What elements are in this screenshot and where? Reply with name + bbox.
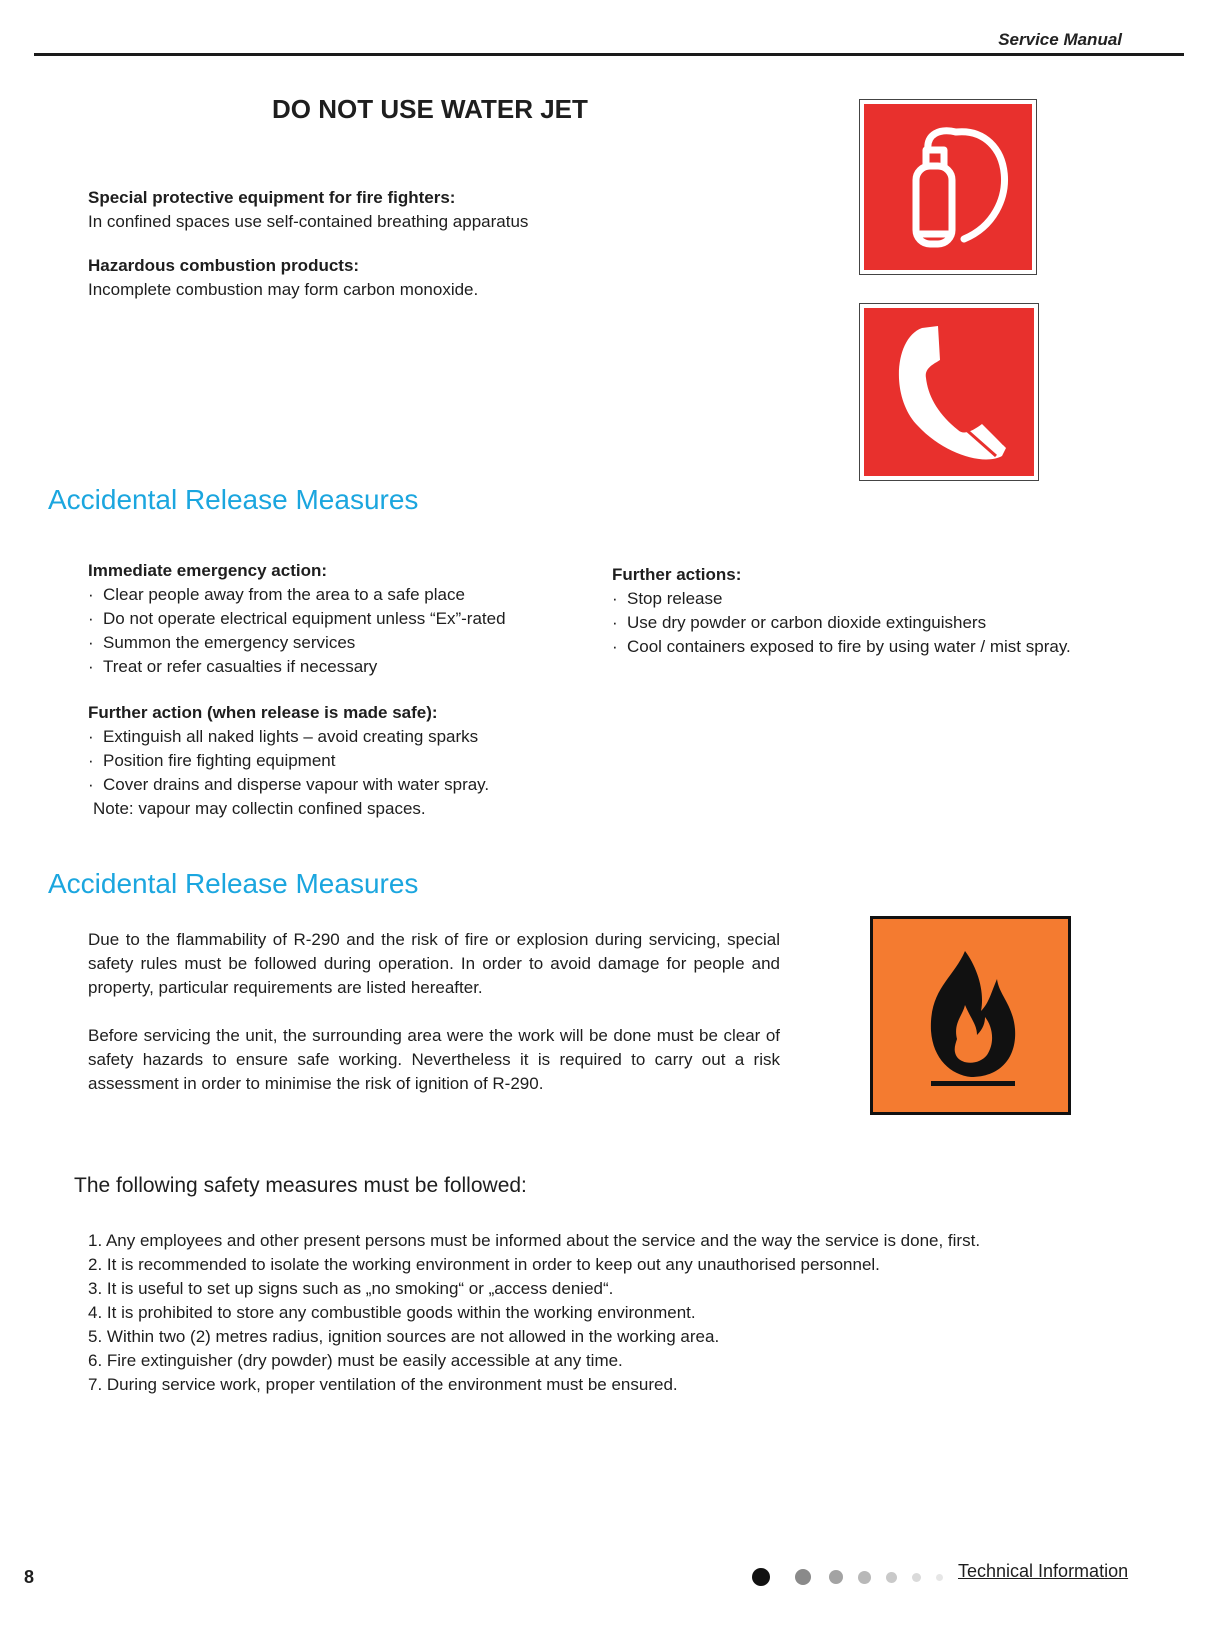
measures-list (88, 1229, 980, 1397)
page-number: 8 (24, 1567, 35, 1587)
list-item: 6. Fire extinguisher (dry powder) must be easily accessible at any time. (88, 1351, 623, 1370)
list-item: · Clear people away from the area to a safe place (88, 585, 465, 604)
fire-extinguisher-icon (864, 104, 1032, 270)
emergency-phone-icon (864, 308, 1034, 476)
flammability-text (88, 928, 780, 1096)
warning-title: DO NOT USE WATER JET (272, 94, 588, 124)
fire-extinguisher-sign (859, 99, 1037, 275)
header-divider (34, 53, 1184, 56)
fire-info (88, 188, 528, 302)
list-item: · Do not operate electrical equipment unless “Ex”-rated (88, 609, 506, 628)
section-title-release-2: Accidental Release Measures (48, 868, 419, 899)
protective-text: In confined spaces use self-contained breathing apparatus (88, 212, 529, 231)
list-item: · Cover drains and disperse vapour with water spray. (88, 775, 490, 794)
protective-heading: Special protective equipment for fire fighters: (88, 188, 456, 207)
list-item: · Extinguish all naked lights – avoid creating sparks (88, 727, 479, 746)
paragraph: Due to the flammability of R-290 and the risk of fire or explosion during servicing, special safety rules must be followed during operation. In order to avoid damage for people and property, particular requirements are listed hereafter. (88, 930, 780, 997)
immediate-heading: Immediate emergency action: (88, 561, 328, 580)
list-item: · Summon the emergency services (88, 633, 356, 652)
dot-icon (795, 1569, 811, 1585)
vapour-note: Note: vapour may collectin confined spaces. (93, 799, 426, 818)
list-item: 7. During service work, proper ventilation of the environment must be ensured. (88, 1375, 678, 1394)
further-actions-block (612, 565, 1071, 659)
footer-dots (752, 1567, 952, 1591)
list-item: 1. Any employees and other present persons must be informed about the service and the way the service is done, first. (88, 1231, 981, 1250)
dot-icon (886, 1572, 897, 1583)
dot-icon (829, 1570, 843, 1584)
list-item: 5. Within two (2) metres radius, ignition sources are not allowed in the working area. (88, 1327, 720, 1346)
dot-icon (752, 1568, 770, 1586)
list-item: 2. It is recommended to isolate the working environment in order to keep out any unauthorised personnel. (88, 1255, 880, 1274)
dot-icon (858, 1571, 871, 1584)
emergency-phone-sign (859, 303, 1039, 481)
header-title: Service Manual (998, 30, 1122, 49)
paragraph: Before servicing the unit, the surrounding area were the work will be done must be clear of safety hazards to ensure safe working. Nevertheless it is required to carry out a risk assessment in order to minimise the risk of ignition of R-290. (88, 1026, 780, 1093)
list-item: · Treat or refer casualties if necessary (88, 657, 378, 676)
list-item: 4. It is prohibited to store any combustible goods within the working environment. (88, 1303, 696, 1322)
flammable-flame-icon (873, 919, 1068, 1112)
dot-icon (912, 1573, 921, 1582)
after-safe-heading: Further action (when release is made safe): (88, 703, 438, 722)
list-item: · Use dry powder or carbon dioxide extinguishers (612, 613, 987, 632)
technical-information-link[interactable]: Technical Information (958, 1561, 1129, 1581)
combustion-text: Incomplete combustion may form carbon monoxide. (88, 280, 479, 299)
list-item: 3. It is useful to set up signs such as „no smoking“ or „access denied“. (88, 1279, 614, 1298)
further-heading: Further actions: (612, 565, 742, 584)
list-item: · Cool containers exposed to fire by using water / mist spray. (612, 637, 1071, 656)
list-item: · Stop release (612, 589, 723, 608)
dot-icon (936, 1574, 943, 1581)
list-item: · Position fire fighting equipment (88, 751, 336, 770)
combustion-heading: Hazardous combustion products: (88, 256, 360, 275)
measures-heading: The following safety measures must be followed: (74, 1174, 527, 1197)
immediate-action-block (88, 561, 506, 821)
flammable-sign (870, 916, 1071, 1115)
section-title-release: Accidental Release Measures (48, 484, 419, 515)
